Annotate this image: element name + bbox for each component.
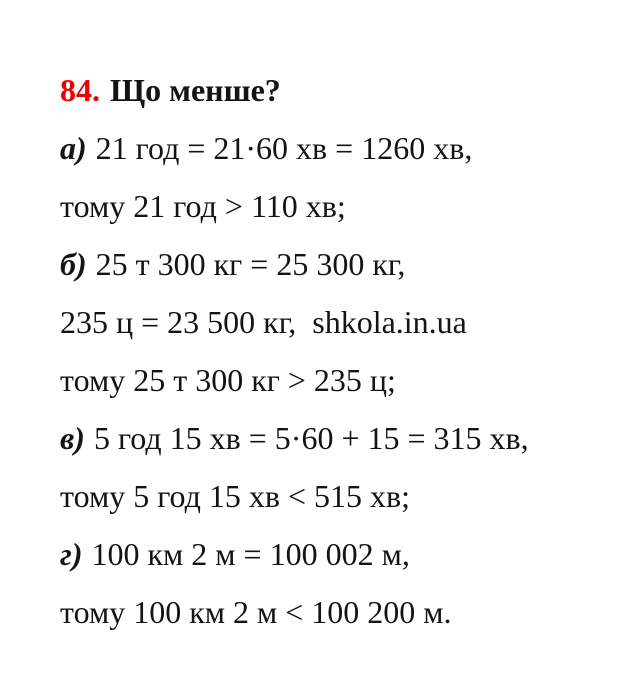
solution-text: 5 год 15 хв = 5·60 + 15 = 315 хв, xyxy=(93,420,529,456)
solution-text: тому 25 т 300 кг > 235 ц; xyxy=(60,362,396,398)
problem-number: 84. xyxy=(60,72,100,108)
item-marker-a: а) xyxy=(60,130,87,166)
solution-text: 21 год = 21·60 хв = 1260 хв, xyxy=(95,130,473,166)
solution-text: 235 ц = 23 500 кг, shkola.in.ua xyxy=(60,304,467,340)
item-marker-v: в) xyxy=(60,420,85,456)
solution-text: тому 5 год 15 хв < 515 хв; xyxy=(60,478,411,514)
item-marker-b: б) xyxy=(60,246,87,282)
item-marker-g: г) xyxy=(60,536,83,572)
problem-heading xyxy=(28,3,610,108)
solution-text: тому 21 год > 110 хв; xyxy=(60,188,346,224)
solution-text: тому 100 км 2 м < 100 200 м. xyxy=(60,594,452,630)
solution-text: 25 т 300 кг = 25 300 кг, xyxy=(95,246,406,282)
problem-title: Що менше? xyxy=(110,72,281,108)
solution-text: 100 км 2 м = 100 002 м, xyxy=(91,536,410,572)
